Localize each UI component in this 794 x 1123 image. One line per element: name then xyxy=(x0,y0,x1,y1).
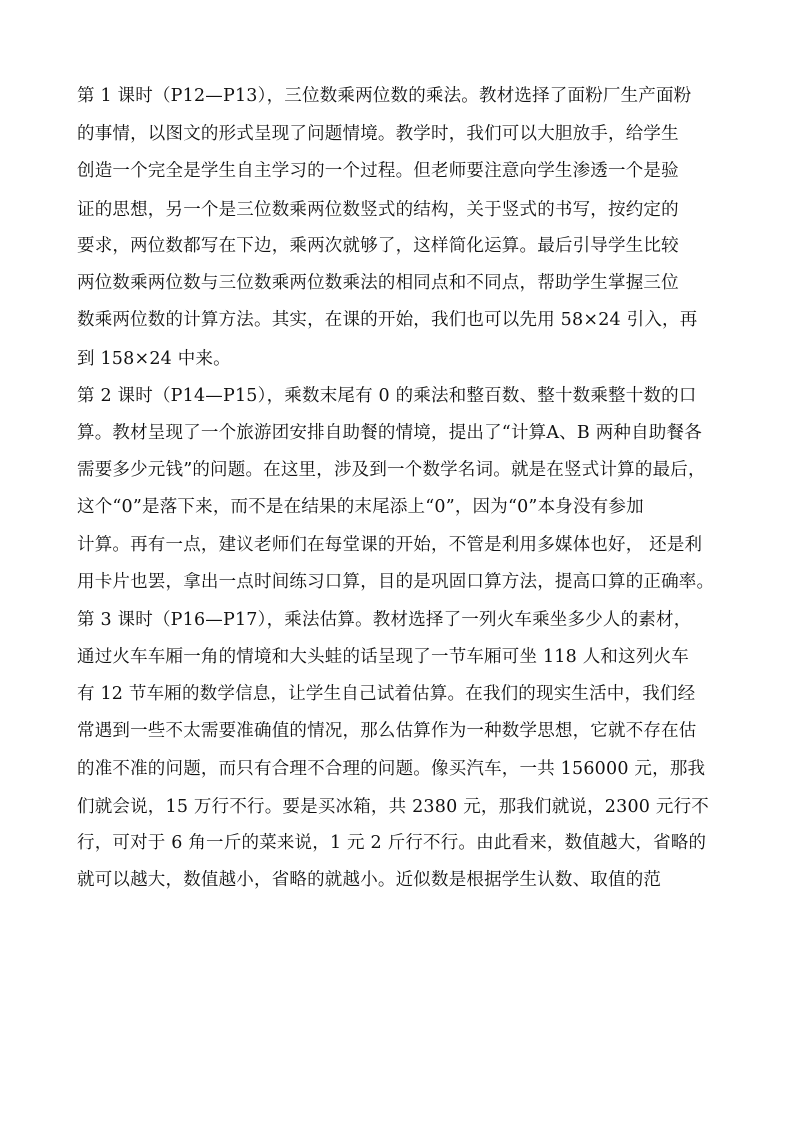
text-line: 两位数乘两位数与三位数乘两位数乘法的相同点和不同点，帮助学生掌握三位 xyxy=(77,273,679,293)
text-line: 计算。再有一点，建议老师们在每堂课的开始，不管是利用多媒体也好， 还是利 xyxy=(77,535,703,555)
text-line: 用卡片也罢，拿出一点时间练习口算，目的是巩固口算方法，提高口算的正确率。 xyxy=(77,572,715,592)
text-line: 创造一个完全是学生自主学习的一个过程。但老师要注意向学生渗透一个是验 xyxy=(77,161,679,181)
text-line: 的事情，以图文的形式呈现了问题情境。教学时，我们可以大胆放手，给学生 xyxy=(77,124,679,144)
text-line: 通过火车车厢一角的情境和大头蛙的话呈现了一节车厢可坐 118 人和这列火车 xyxy=(77,647,689,667)
text-line: 第 2 课时（P14—P15），乘数末尾有 0 的乘法和整百数、整十数乘整十数的口 xyxy=(77,386,697,406)
text-line: 第 3 课时（P16—P17），乘法估算。教材选择了一列火车乘坐多少人的素材， xyxy=(77,610,692,630)
text-line: 证的思想，另一个是三位数乘两位数竖式的结构，关于竖式的书写，按约定的 xyxy=(77,200,679,220)
text-line: 算。教材呈现了一个旅游团安排自助餐的情境，提出了“计算A、B 两种自助餐各 xyxy=(77,423,702,443)
text-line: 需要多少元钱”的问题。在这里，涉及到一个数学名词。就是在竖式计算的最后， xyxy=(77,460,706,480)
text-line: 到 158×24 中来。 xyxy=(77,349,231,369)
text-line: 有 12 节车厢的数学信息，让学生自己试着估算。在我们的现实生活中，我们经 xyxy=(77,684,696,704)
text-line: 数乘两位数的计算方法。其实，在课的开始，我们也可以先用 58×24 引入，再 xyxy=(77,310,698,330)
text-line: 要求，两位数都写在下边，乘两次就够了，这样简化运算。最后引导学生比较 xyxy=(77,236,679,256)
text-line: 就可以越大，数值越小，省略的就越小。近似数是根据学生认数、取值的范 xyxy=(77,870,662,890)
text-line: 们就会说，15 万行不行。要是买冰箱，共 2380 元，那我们就说，2300 元行不 xyxy=(77,797,709,817)
text-line: 第 1 课时（P12—P13），三位数乘两位数的乘法。教材选择了面粉厂生产面粉 xyxy=(77,86,692,106)
text-line: 的准不准的问题，而只有合理不合理的问题。像买汽车，一共 156000 元，那我 xyxy=(77,759,706,779)
text-line: 行，可对于 6 角一斤的菜来说，1 元 2 斤行不行。由此看来，数值越大，省略的 xyxy=(77,833,707,853)
text-line: 这个“0”是落下来，而不是在结果的末尾添上“0”，因为“0”本身没有参加 xyxy=(77,497,644,517)
text-line: 常遇到一些不太需要准确值的情况，那么估算作为一种数学思想，它就不存在估 xyxy=(77,721,697,741)
